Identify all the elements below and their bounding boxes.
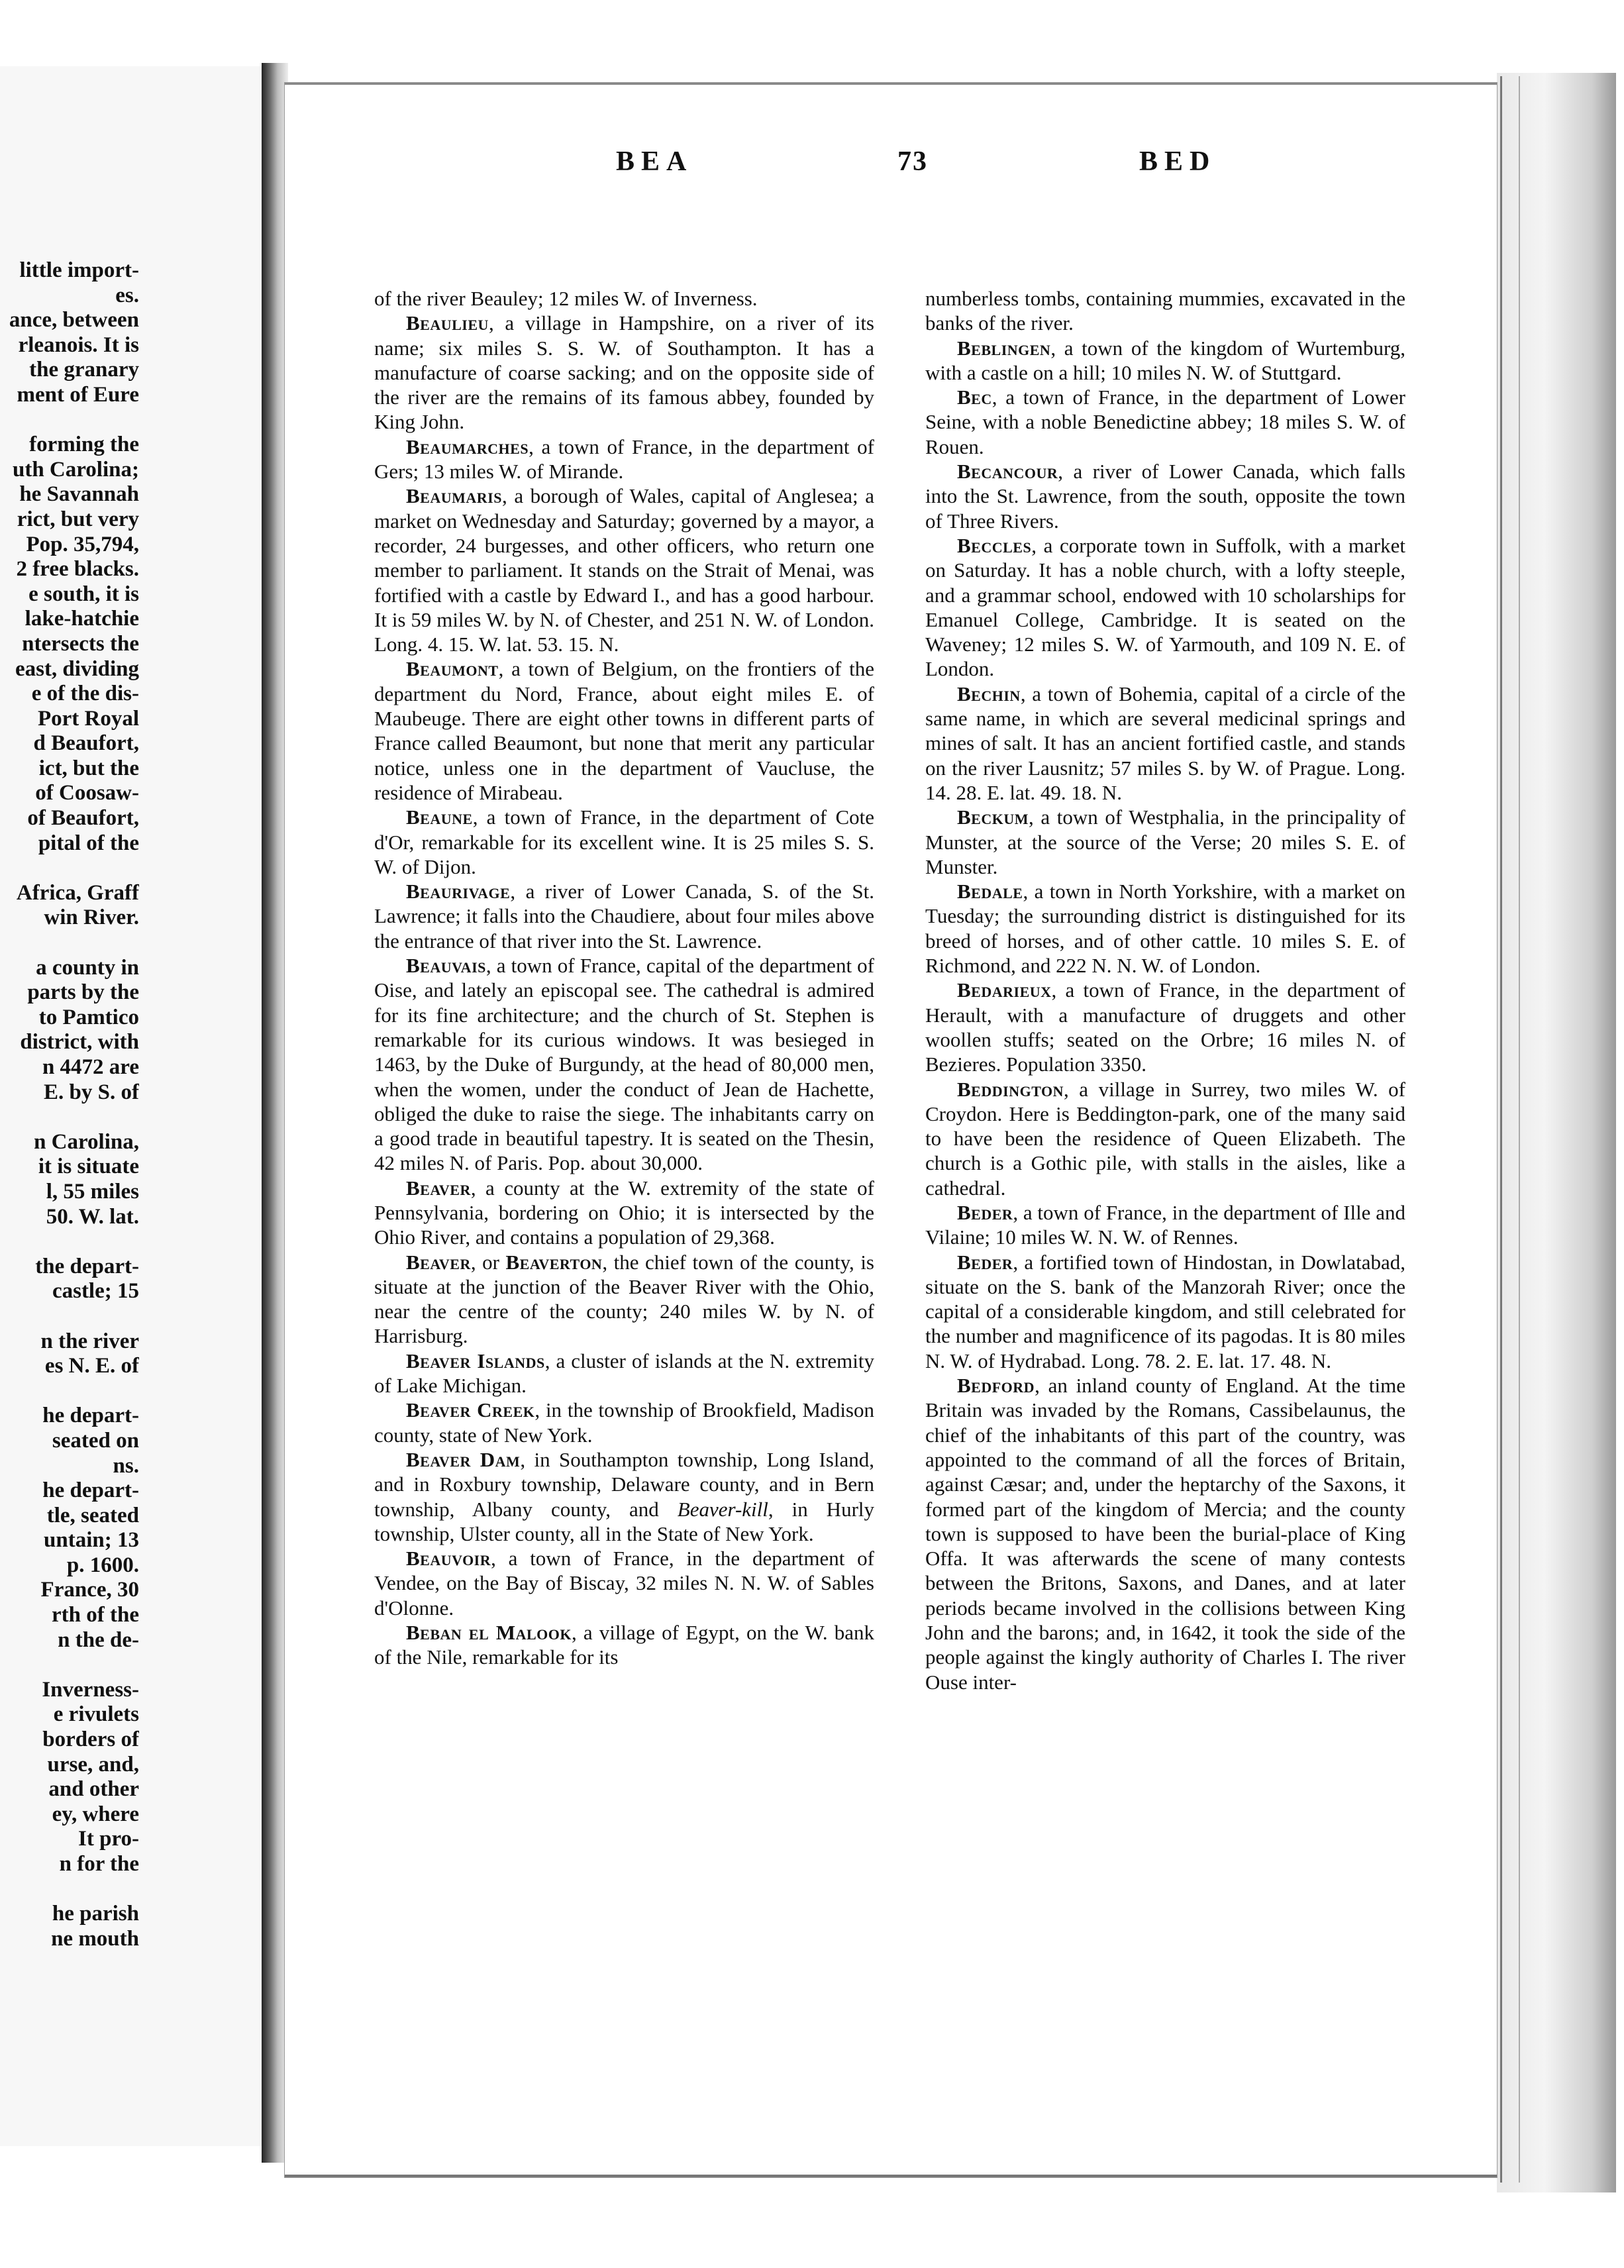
book-gutter xyxy=(262,63,288,2163)
entry-italic: Beaver-kill xyxy=(677,1497,768,1521)
previous-page-line xyxy=(0,1229,139,1255)
dictionary-entry xyxy=(374,1349,874,1398)
entry-text: , a river of Lower Canada, S. of the St. Lawrence; it falls into the Chaudiere, about four miles above the entrance of that river into the St. Lawrence. xyxy=(374,880,874,953)
entry-text: , a town of France, in the department of Herault, with a manufacture of druggets and other woollen stuffs; seated on the Orbre; 16 miles N. of Bezieres. Population 3350. xyxy=(925,978,1405,1076)
previous-page-line: he depart- xyxy=(42,1404,139,1428)
previous-page-line: he parish xyxy=(52,1902,139,1926)
previous-page-line: tle, seated xyxy=(46,1503,139,1527)
previous-page-line: district, with xyxy=(20,1030,139,1055)
dictionary-entry xyxy=(925,286,1405,336)
right-column xyxy=(925,286,1405,1694)
previous-page-line: Inverness- xyxy=(42,1677,139,1702)
entry-text: , a county at the W. extremity of the state of Pennsylvania, bordering on Ohio; it is intersected by the Ohio River, and contains a population of 29,368. xyxy=(374,1176,874,1249)
previous-page-line: east, dividing xyxy=(15,656,139,681)
entry-text: , or xyxy=(470,1250,506,1274)
dictionary-entry xyxy=(925,1250,1405,1373)
previous-page-line xyxy=(0,408,139,433)
dictionary-entry xyxy=(374,1250,874,1349)
previous-page-line: e south, it is xyxy=(28,582,139,606)
dictionary-entry xyxy=(925,1200,1405,1250)
previous-page-line xyxy=(0,856,139,881)
previous-page-line: to Pamtico xyxy=(38,1005,139,1029)
previous-page-line: borders of xyxy=(42,1727,139,1752)
page-number: 73 xyxy=(897,146,928,177)
entry-headword: Beaumont xyxy=(406,657,499,681)
entry-headword: Bedford xyxy=(957,1374,1035,1398)
entry-headword: Beder xyxy=(957,1200,1013,1224)
entry-headword: Beaver Dam xyxy=(406,1447,521,1471)
previous-page-line: ntersects the xyxy=(22,631,139,656)
entry-headword: Beaurivage xyxy=(406,880,511,903)
entry-headword: Beauvoir xyxy=(406,1547,491,1571)
previous-page-line: parts by the xyxy=(27,980,139,1005)
previous-page-line xyxy=(0,1877,139,1902)
previous-page-line xyxy=(0,1105,139,1130)
entry-text: , a town of France, in the department of Vendee, on the Bay of Biscay, 32 miles N. N. W. of Sables d'Olonne. xyxy=(374,1547,874,1620)
previous-page-line: urse, and, xyxy=(47,1752,139,1777)
entry-text: , a town of Bohemia, capital of a circle of the same name, in which are several medicinal springs and mines of salt. It has an ancient fortified castle, and stands on the river Lausnitz; 57 miles S. by W. of Prague. Long. 14. 28. E. lat. 49. 18. N. xyxy=(925,682,1405,804)
entry-text: , a village of Egypt, on the W. bank of the Nile, remarkable for its xyxy=(374,1621,874,1669)
entry-text: , a corporate town in Suffolk, with a market on Saturday. It has a noble church, with a lofty steeple, and a grammar school, endowed with 10 scholarships for Emanuel College, Cambridge. It is seated on the Waveney; 12 miles S. W. of Yarmouth, and 109 N. E. of London. xyxy=(925,533,1405,681)
previous-page-line xyxy=(0,1653,139,1678)
entry-text: , a borough of Wales, capital of Anglesea; a market on Wednesday and Saturday; governed by a mayor, a recorder, 24 burgesses, and other officers, who return one member to parliament. It stands on the Strait of Menai, was fortified with a castle by Edward I., and has a good harbour. It is 59 miles W. by N. of Chester, and 251 N. W. of London. Long. 4. 15. W. lat. 53. 15. N. xyxy=(374,484,874,656)
previous-page-text xyxy=(0,258,139,1951)
dictionary-entry xyxy=(925,336,1405,386)
entry-headword: Bedale xyxy=(957,880,1023,903)
previous-page-line: the granary xyxy=(29,358,139,382)
previous-page-line: he depart- xyxy=(42,1478,139,1503)
previous-page-line: es. xyxy=(115,283,139,307)
previous-page-line xyxy=(0,1379,139,1404)
dictionary-entry xyxy=(925,459,1405,533)
previous-page-line: ey, where xyxy=(52,1802,139,1826)
entry-headword: Becancour xyxy=(957,460,1058,484)
previous-page-line: Africa, Graff xyxy=(16,880,139,905)
previous-page-line: uth Carolina; xyxy=(12,457,139,482)
previous-page-line: n the de- xyxy=(58,1627,139,1652)
entry-text: , a village in Surrey, two miles W. of Croydon. Here is Beddington-park, one of the many said to have been the residence of Queen Elizabeth. The church is a Gothic pile, with stalls in the aisles, like a cathedral. xyxy=(925,1077,1405,1200)
entry-headword: Beauvais xyxy=(406,954,486,978)
entry-text: , a fortified town of Hindostan, in Dowlatabad, situate on the S. bank of the Manzorah River; once the capital of a considerable kingdom, and still celebrated for the number and magnificence of its pagodas. It is 80 miles N. W. of Hydrabad. Long. 78. 2. E. lat. 17. 48. N. xyxy=(925,1250,1405,1372)
previous-page-line: pital of the xyxy=(38,831,139,855)
dictionary-entry xyxy=(925,978,1405,1076)
previous-page-line: of Coosaw- xyxy=(35,781,139,805)
entry-headword: Beaver Islands xyxy=(406,1349,545,1372)
running-head-right: BED xyxy=(1139,146,1217,177)
entry-text: , a town of France, capital of the department of Oise, and lately an episcopal see. The cathedral is admired for its fine architecture; and the church of St. Stephen is remarkable for its curious windows. It was besieged in 1463, by the Duke of Burgundy, at the head of 80,000 men, when the women, under the conduct of Jean de Hachette, obliged the duke to raise the siege. The inhabitants carry on a good trade in beautiful tapestry. It is seated on the Thesin, 42 miles N. of Paris. Pop. about 30,000. xyxy=(374,954,874,1175)
entry-headword: Beaver xyxy=(406,1250,471,1274)
entry-text: , a town in North Yorkshire, with a market on Tuesday; the surrounding district is distinguished for its breed of horses, and of other cattle. 10 miles S. E. of Richmond, and 222 N. N. W. of London. xyxy=(925,880,1405,978)
entry-text: , a village in Hampshire, on a river of its name; six miles S. S. W. of Southampton. It has a manufacture of coarse sacking; and on the opposite side of the river are the remains of its famous abbey, founded by King John. xyxy=(374,311,874,434)
entry-text: , a town of France, in the department of Gers; 13 miles W. of Mirande. xyxy=(374,435,874,484)
previous-page-line: 50. W. lat. xyxy=(46,1204,139,1229)
dictionary-entry xyxy=(374,1546,874,1620)
entry-text: , in the township of Brookfield, Madison county, state of New York. xyxy=(374,1398,874,1447)
previous-page-line: the depart- xyxy=(35,1254,139,1278)
dictionary-entry xyxy=(374,1620,874,1670)
previous-page-line: ict, but the xyxy=(38,756,139,780)
entry-headword: Beblingen xyxy=(957,336,1051,360)
previous-page-line: It pro- xyxy=(78,1827,139,1851)
previous-page-fragment xyxy=(0,66,270,2146)
dictionary-entry xyxy=(374,435,874,484)
entry-headword: Beaune xyxy=(406,805,473,829)
dictionary-entry xyxy=(925,1373,1405,1694)
previous-page-line: of Beaufort, xyxy=(27,806,139,831)
previous-page-line: p. 1600. xyxy=(66,1553,139,1577)
entry-text: , a river of Lower Canada, which falls into the St. Lawrence, from the south, opposite the town of Three Rivers. xyxy=(925,460,1405,533)
entry-headword: Beaumarches xyxy=(406,435,529,458)
previous-page-line: 2 free blacks. xyxy=(16,557,139,582)
entry-text: , an inland county of England. At the time Britain was invaded by the Romans, Cassibelaunus, the chief of the inhabitants of this part of the country, was appointed to the command of all the forces of Britain, against Cæsar; and, under the heptarchy of the Saxons, it formed part of the kingdom of Mercia; and the county town is supposed to have been the burial-place of King Offa. It was afterwards the scene of many contests between the Britons, Saxons, and Danes, and at later periods became involved in the collisions between King John and the barons; and, in 1642, it took the side of the people against the kingly authority of Charles I. The river Ouse inter- xyxy=(925,1374,1405,1694)
entry-text: , a town of France, in the department of Lower Seine, with a noble Benedictine abbey; 18 miles S. W. of Rouen. xyxy=(925,386,1405,458)
previous-page-line: E. by S. of xyxy=(44,1080,139,1104)
entry-text: , a cluster of islands at the N. extremity of Lake Michigan. xyxy=(374,1349,874,1398)
dictionary-entry xyxy=(925,879,1405,978)
left-column xyxy=(374,286,874,1670)
page-edge-border xyxy=(1500,76,1520,2183)
previous-page-line: rict, but very xyxy=(17,507,139,531)
previous-page-line: n for the xyxy=(59,1852,139,1876)
entry-headword: Beaverton xyxy=(505,1250,603,1274)
dictionary-entry xyxy=(374,805,874,879)
entry-headword: Bedarieux xyxy=(957,978,1052,1002)
entry-text: , in Hurly township, Ulster county, all in the State of New York. xyxy=(374,1497,875,1545)
entry-text: , a town of Belgium, on the frontiers of the department du Nord, France, about eight miles E. of Maubeuge. There are eight other towns in different parts of France called Beaumont, but none that merit any particular notice, unless one in the department of Vaucluse, the residence of Mirabeau. xyxy=(374,657,874,804)
previous-page-line: seated on xyxy=(52,1428,139,1453)
previous-page-line: l, 55 miles xyxy=(46,1179,139,1204)
entry-headword: Beckum xyxy=(957,805,1029,829)
entry-headword: Bec xyxy=(957,386,992,409)
dictionary-entry xyxy=(374,879,874,953)
previous-page-line: n Carolina, xyxy=(34,1129,139,1154)
dictionary-entry xyxy=(374,1176,874,1250)
previous-page-line: ance, between xyxy=(9,308,139,333)
previous-page-line: it is situate xyxy=(38,1155,139,1179)
previous-page-line: ment of Eure xyxy=(17,382,139,407)
previous-page-line: Port Royal xyxy=(37,706,139,731)
entry-text: , in Southampton township, Long Island, and in Roxbury township, Delaware county, and in Bern township, Albany county, and xyxy=(374,1447,874,1521)
previous-page-line: untain; 13 xyxy=(44,1528,139,1553)
dictionary-entry xyxy=(374,1398,874,1447)
previous-page-line: d Beaufort, xyxy=(33,731,139,756)
entry-text: , the chief town of the county, is situate at the junction of the Beaver River with the Ohio, near the centre of the county; 240 miles W. by N. of Harrisburg. xyxy=(374,1250,874,1348)
previous-page-line: e rivulets xyxy=(53,1702,139,1727)
entry-headword: Beaver Creek xyxy=(406,1398,535,1422)
dictionary-entry xyxy=(374,1447,874,1546)
previous-page-line: forming the xyxy=(29,433,139,457)
previous-page-line: he Savannah xyxy=(19,482,139,507)
previous-page-line: n the river xyxy=(40,1329,139,1353)
previous-page-line: little import- xyxy=(19,258,139,282)
previous-page-line: win River. xyxy=(44,905,139,930)
previous-page-line: n 4472 are xyxy=(42,1055,139,1079)
previous-page-line xyxy=(0,931,139,956)
entry-headword: Bechin xyxy=(957,682,1021,705)
entry-headword: Beaumaris xyxy=(406,484,502,508)
dictionary-entry xyxy=(925,385,1405,459)
entry-headword: Beddington xyxy=(957,1077,1064,1101)
dictionary-entry xyxy=(374,656,874,805)
previous-page-line: es N. E. of xyxy=(44,1354,139,1378)
entry-text: , a town of the kingdom of Wurtemburg, with a castle on a hill; 10 miles N. W. of Stuttgard. xyxy=(925,336,1405,384)
previous-page-line: lake-hatchie xyxy=(25,607,139,631)
previous-page-line: a county in xyxy=(36,955,139,980)
entry-text: , a town of France, in the department of Ille and Vilaine; 10 miles W. N. W. of Rennes. xyxy=(925,1200,1405,1249)
previous-page-line: castle; 15 xyxy=(52,1279,139,1304)
dictionary-entry xyxy=(925,533,1405,682)
previous-page-line: rleanois. It is xyxy=(18,333,139,357)
previous-page-line: France, 30 xyxy=(40,1578,139,1602)
dictionary-entry xyxy=(374,953,874,1176)
dictionary-entry xyxy=(374,311,874,434)
dictionary-entry xyxy=(925,805,1405,879)
entry-headword: Beccles xyxy=(957,533,1032,557)
previous-page-line: Pop. 35,794, xyxy=(26,532,139,556)
entry-headword: Beaulieu xyxy=(406,311,489,335)
previous-page-line: ne mouth xyxy=(51,1926,139,1951)
previous-page-line: and other xyxy=(48,1777,139,1802)
running-head-left: BEA xyxy=(616,146,693,177)
dictionary-entry xyxy=(374,286,874,311)
dictionary-entry xyxy=(925,682,1405,805)
entry-headword: Beder xyxy=(957,1250,1013,1274)
previous-page-line: rth of the xyxy=(52,1603,139,1627)
dictionary-entry xyxy=(374,484,874,656)
dictionary-entry xyxy=(925,1077,1405,1200)
entry-text: of the river Beauley; 12 miles W. of Inverness. xyxy=(374,287,758,310)
entry-text: , a town of Westphalia, in the principality of Munster, at the source of the Verse; 20 miles S. E. of Munster. xyxy=(925,805,1405,878)
entry-text: numberless tombs, containing mummies, excavated in the banks of the river. xyxy=(925,287,1405,335)
entry-headword: Beaver xyxy=(406,1176,471,1200)
entry-text: , a town of France, in the department of Cote d'Or, remarkable for its excellent wine. It is 25 miles S. S. W. of Dijon. xyxy=(374,805,874,878)
previous-page-line: ns. xyxy=(113,1453,139,1478)
previous-page-line: e of the dis- xyxy=(31,682,139,706)
entry-headword: Beban el Malook xyxy=(406,1621,572,1645)
previous-page-line xyxy=(0,1304,139,1329)
